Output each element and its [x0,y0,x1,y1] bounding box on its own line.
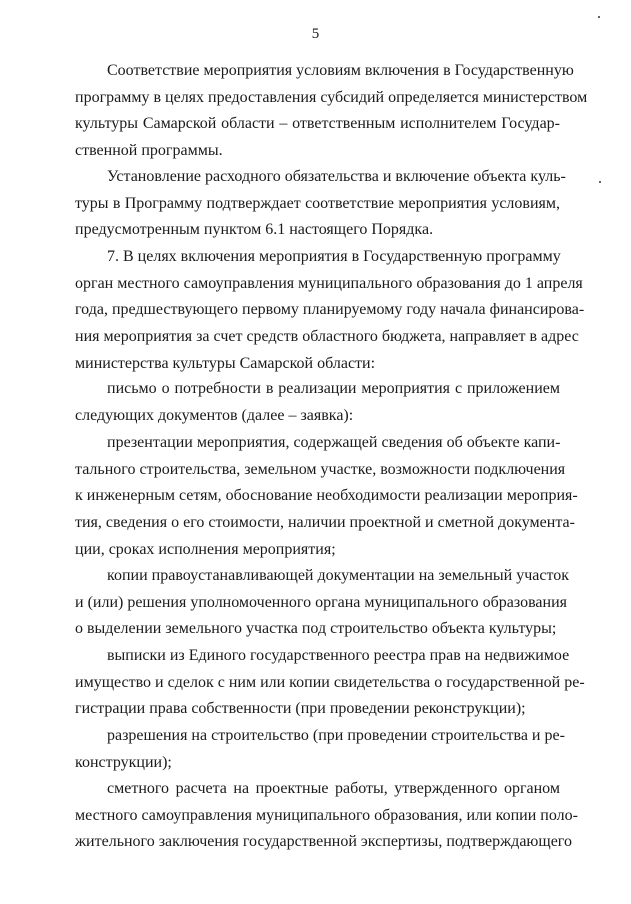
text-line: письмо о потребности в реализации мероприятия с приложением [107,380,560,397]
page-number: 5 [311,26,320,42]
text-line: предусмотренным пунктом 6.1 настоящего Порядка. [75,221,434,239]
text-line: года, предшествующего первому планируемому году начала финансирова- [75,301,585,319]
text-line: сметного расчета на проектные работы, утвержденного органом [107,780,560,797]
text-line: культуры Самарской области – ответственным исполнителем Государ- [75,115,560,133]
text-line: Установление расходного обязательства и включение объекта куль- [107,168,566,185]
text-line: местного самоуправления муниципального образования, или копии поло- [75,806,578,824]
scan-speck [599,181,601,183]
text-line: разрешения на строительство (при проведении строительства и ре- [107,727,565,744]
text-line: ственной программы. [75,142,223,160]
paragraph [75,164,566,244]
text-line: презентации мероприятия, содержащей сведения об объекте капи- [107,434,561,451]
text-line: 7. В целях включения мероприятия в Государственную программу [107,248,561,265]
text-line: министерства культуры Самарской области: [75,354,376,372]
text-line: имущество и сделок с ним или копии свидетельства о государственной ре- [75,673,585,691]
text-line: тия, сведения о его стоимости, наличии проектной и сметной документа- [75,514,575,532]
text-line: ции, сроках исполнения мероприятия; [75,540,336,558]
text-line: конструкции); [75,753,172,771]
text-line: жительного заключения государственной экспертизы, подтверждающего [75,833,572,851]
text-line: Соответствие мероприятия условиям включения в Государственную [107,62,574,79]
text-line: следующих документов (далее – заявка): [75,406,354,424]
paragraph [75,563,569,643]
text-line: о выделении земельного участка под строительство объекта культуры; [75,620,557,638]
text-line: тального строительства, земельном участке, возможности подключения [75,460,566,478]
paragraph [75,244,585,377]
paragraph [75,430,578,563]
paragraph [75,376,560,429]
text-line: гистрации права собственности (при проведении реконструкции); [75,700,526,718]
scan-speck [598,16,600,18]
text-line: и (или) решения уполномоченного органа муниципального образования [75,593,567,611]
paragraph [75,723,565,776]
text-line: туры в Программу подтверждает соответствие мероприятия условиям, [75,194,560,212]
paragraph [75,643,585,723]
text-line: к инженерным сетям, обоснование необходимости реализации мероприя- [75,487,578,505]
text-line: ния мероприятия за счет средств областного бюджета, направляет в адрес [75,328,579,346]
paragraph [75,58,588,165]
text-line: выписки из Единого государственного реестра прав на недвижимое [107,647,570,664]
text-line: программу в целях предоставления субсидий определяется министерством [75,88,588,106]
text-line: копии правоустанавливающей документации на земельный участок [107,567,569,584]
text-line: орган местного самоуправления муниципального образования до 1 апреля [75,274,583,292]
paragraph [75,776,578,856]
